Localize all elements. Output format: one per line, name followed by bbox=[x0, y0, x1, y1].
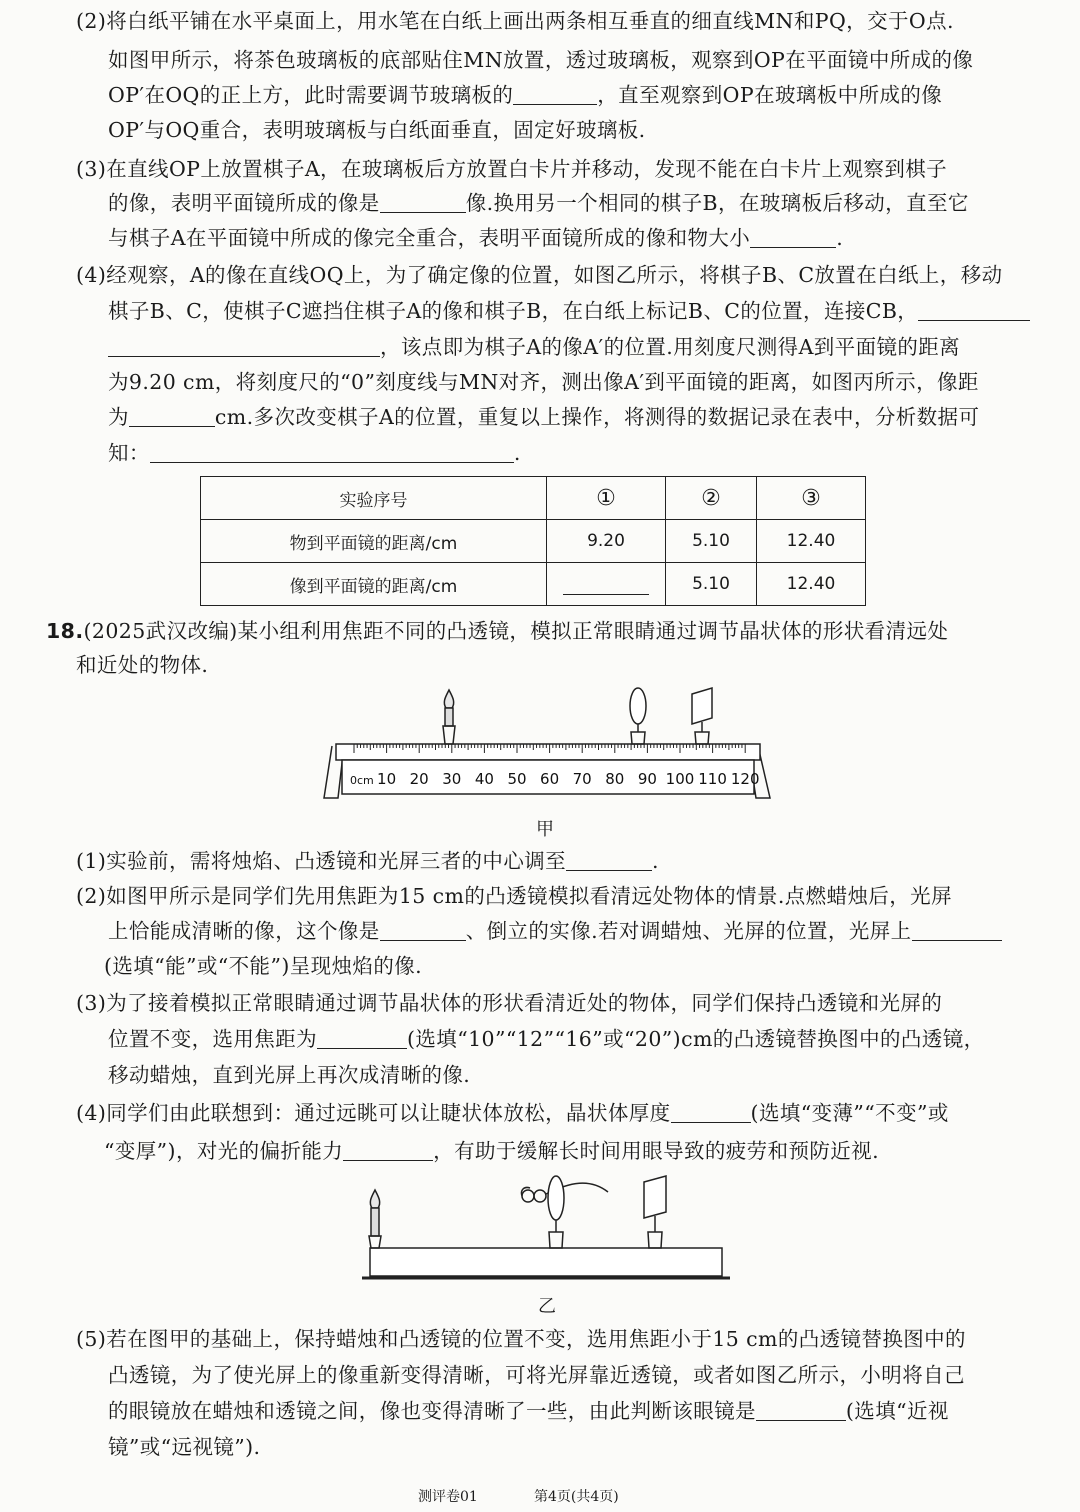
figure-caption-jia: 甲 bbox=[536, 819, 554, 840]
scale-label: 80 bbox=[605, 770, 625, 788]
q17-p4-text-a: 棋子B、C，使棋子C遮挡住棋子A的像和棋子B，在白纸上标记B、C的位置，连接CB， bbox=[108, 299, 919, 323]
scale-label: 90 bbox=[637, 770, 657, 788]
q17-p3-text-b: 像.换用另一个相同的棋子B，在玻璃板后移动，直至它 bbox=[465, 191, 969, 215]
q18-p4-line1 bbox=[76, 1096, 949, 1130]
q18-p5-line3 bbox=[108, 1394, 949, 1428]
answer-blank-conclusion[interactable] bbox=[150, 440, 514, 463]
q18-p1-text-a: (1)实验前，需将烛焰、凸透镜和光屏三者的中心调至 bbox=[76, 849, 567, 873]
table-cell: 5.10 bbox=[666, 520, 757, 563]
scale-label: 120 bbox=[730, 770, 760, 788]
q18-p4-text-c: “变厚”)，对光的偏折能力 bbox=[104, 1139, 344, 1163]
q18-p3-line2 bbox=[108, 1022, 985, 1056]
q17-p4-text-c: 为 bbox=[108, 405, 129, 429]
q17-p4-line2 bbox=[108, 294, 1030, 328]
answer-blank-adjust[interactable] bbox=[513, 82, 597, 105]
q17-p4-line5 bbox=[108, 400, 979, 434]
q17-p3-line1: (3)在直线OP上放置棋子A，在玻璃板后方放置白卡片并移动，发现不能在白卡片上观察到棋子 bbox=[76, 157, 948, 181]
scale-label: 110 bbox=[698, 770, 727, 788]
q17-p3-line2 bbox=[108, 186, 969, 220]
q17-p4-line6 bbox=[108, 436, 521, 470]
q18-p2-line3: (选填“能”或“不能”)呈现烛焰的像. bbox=[104, 954, 423, 978]
scale-label: 50 bbox=[507, 770, 527, 788]
q18-p5-line2: 凸透镜，为了使光屏上的像重新变得清晰，可将光屏靠近透镜，或者如图乙所示，小明将自己 bbox=[108, 1363, 965, 1387]
table-cell: 物到平面镜的距离/cm bbox=[201, 520, 547, 563]
q17-p4-text-e: 知： bbox=[108, 441, 150, 465]
table-cell: 像到平面镜的距离/cm bbox=[201, 563, 547, 606]
scale-label: 30 bbox=[442, 770, 462, 788]
table-row bbox=[201, 477, 866, 520]
footer-paper-id: 测评卷01 bbox=[418, 1489, 478, 1505]
q17-p4-text-f: . bbox=[513, 441, 521, 465]
q18-intro-text: (2025武汉改编)某小组利用焦距不同的凸透镜，模拟正常眼睛通过调节晶状体的形状看清远处 bbox=[83, 619, 949, 643]
table-header-cell: ③ bbox=[757, 477, 866, 520]
q18-p4-line2 bbox=[104, 1134, 879, 1168]
q17-p3-text-a: 的像，表明平面镜所成的像是 bbox=[108, 191, 380, 215]
answer-blank-thickness[interactable] bbox=[671, 1100, 751, 1123]
q18-p4-text-d: ，有助于缓解长时间用眼导致的疲劳和预防近视. bbox=[433, 1139, 879, 1163]
q17-p3-text-c: 与棋子A在平面镜中所成的像完全重合，表明平面镜所成的像和物大小 bbox=[108, 226, 751, 250]
answer-blank-image-size[interactable] bbox=[380, 918, 466, 941]
optical-bench-figure bbox=[318, 686, 778, 810]
answer-blank-image-type[interactable] bbox=[380, 190, 466, 213]
table-row bbox=[201, 563, 866, 606]
scale-label: 40 bbox=[474, 770, 494, 788]
q18-p3-line3: 移动蜡烛，直到光屏上再次成清晰的像. bbox=[108, 1063, 471, 1087]
q18-p2-line1: (2)如图甲所示是同学们先用焦距为15 cm的凸透镜模拟看清远处物体的情景.点燃蜡烛后，光屏 bbox=[76, 884, 952, 908]
q17-p2-line2: 如图甲所示，将茶色玻璃板的底部贴住MN放置，透过玻璃板，观察到OP在平面镜中所成的像 bbox=[108, 48, 974, 72]
q18-p3-text-a: 位置不变，选用焦距为 bbox=[108, 1027, 317, 1051]
q17-p4-line4: 为9.20 cm，将刻度尺的“0”刻度线与MN对齐，测出像A′到平面镜的距离，如图丙所示，像距 bbox=[108, 370, 979, 394]
q18-p2-text-a: 上恰能成清晰的像，这个像是 bbox=[108, 919, 380, 943]
q17-p2-line4: OP′与OQ重合，表明玻璃板与白纸面垂直，固定好玻璃板. bbox=[108, 118, 646, 142]
q17-p4-text-b: ，该点即为棋子A的像A′的位置.用刻度尺测得A到平面镜的距离 bbox=[380, 335, 961, 359]
table-cell: 12.40 bbox=[757, 563, 866, 606]
table-header-cell: ① bbox=[547, 477, 666, 520]
q18-p5-text-b: (选填“近视 bbox=[845, 1399, 949, 1423]
table-row bbox=[201, 520, 866, 563]
answer-blank-size[interactable] bbox=[750, 225, 836, 248]
scale-label: 70 bbox=[572, 770, 592, 788]
answer-blank-center[interactable] bbox=[566, 848, 652, 871]
q18-p2-line2 bbox=[108, 914, 1002, 948]
scale-label: 10 bbox=[377, 770, 397, 788]
q18-p2-text-b: 、倒立的实像.若对调蜡烛、光屏的位置，光屏上 bbox=[465, 919, 912, 943]
table-cell: 12.40 bbox=[757, 520, 866, 563]
table-cell: 9.20 bbox=[547, 520, 666, 563]
scale-label: 20 bbox=[409, 770, 429, 788]
table-header-cell: ② bbox=[666, 477, 757, 520]
figure-caption-yi: 乙 bbox=[538, 1296, 556, 1317]
q17-p2-text-b: ，直至观察到OP在玻璃板中所成的像 bbox=[597, 83, 943, 107]
q18-p1-text-b: . bbox=[652, 849, 659, 873]
q17-p2-text-a: OP′在OQ的正上方，此时需要调节玻璃板的 bbox=[108, 83, 514, 107]
q17-p3-text-d: . bbox=[836, 226, 844, 250]
q17-p4-line3 bbox=[108, 330, 960, 364]
scale-labels bbox=[350, 770, 760, 788]
q18-p5-line1: (5)若在图甲的基础上，保持蜡烛和凸透镜的位置不变，选用焦距小于15 cm的凸透镜替换图中的 bbox=[76, 1327, 966, 1351]
answer-blank-can[interactable] bbox=[912, 918, 1002, 941]
answer-blank-image-distance[interactable] bbox=[129, 404, 215, 427]
q17-p3-line3 bbox=[108, 221, 843, 255]
answer-blank-connect-b[interactable] bbox=[108, 334, 380, 357]
data-table bbox=[200, 476, 866, 606]
answer-blank-refraction[interactable] bbox=[343, 1138, 433, 1161]
q17-p4-line1: (4)经观察，A的像在直线OQ上，为了确定像的位置，如图乙所示，将棋子B、C放置在白纸上，移动 bbox=[76, 263, 1003, 287]
q17-p2-line1: (2)将白纸平铺在水平桌面上，用水笔在白纸上画出两条相互垂直的细直线MN和PQ，交于O点. bbox=[76, 9, 954, 33]
footer-page-number: 第4页(共4页) bbox=[534, 1489, 619, 1505]
q18-intro-line1 bbox=[46, 614, 948, 648]
q18-p4-text-a: (4)同学们由此联想到：通过远眺可以让睫状体放松，晶状体厚度 bbox=[76, 1101, 671, 1125]
q18-p5-line4: 镜”或“远视镜”). bbox=[108, 1435, 261, 1459]
q18-intro-line2: 和近处的物体. bbox=[76, 653, 209, 677]
answer-blank-connect-a[interactable] bbox=[918, 298, 1030, 321]
table-cell: 5.10 bbox=[666, 563, 757, 606]
answer-blank-table[interactable] bbox=[563, 572, 649, 595]
q18-p3-line1: (3)为了接着模拟正常眼睛通过调节晶状体的形状看清近处的物体，同学们保持凸透镜和光屏的 bbox=[76, 991, 943, 1015]
table-cell-blank[interactable] bbox=[547, 563, 666, 606]
question-number: 18. bbox=[46, 619, 84, 643]
scale-label: 60 bbox=[540, 770, 560, 788]
answer-blank-focal[interactable] bbox=[317, 1026, 407, 1049]
scale-label: 0cm bbox=[350, 774, 374, 787]
answer-blank-glasses[interactable] bbox=[756, 1398, 846, 1421]
q18-p4-text-b: (选填“变薄”“不变”或 bbox=[750, 1101, 949, 1125]
q18-p5-text-a: 的眼镜放在蜡烛和透镜之间，像也变得清晰了一些，由此判断该眼镜是 bbox=[108, 1399, 756, 1423]
scale-label: 100 bbox=[665, 770, 695, 788]
q18-p3-text-b: (选填“10”“12”“16”或“20”)cm的凸透镜替换图中的凸透镜， bbox=[407, 1027, 985, 1051]
q17-p2-line3 bbox=[108, 78, 942, 112]
q18-p1 bbox=[76, 844, 659, 878]
q17-p4-text-d: cm.多次改变棋子A的位置，重复以上操作，将测得的数据记录在表中，分析数据可 bbox=[214, 405, 980, 429]
glasses-figure bbox=[360, 1168, 732, 1288]
table-header-cell: 实验序号 bbox=[201, 477, 547, 520]
